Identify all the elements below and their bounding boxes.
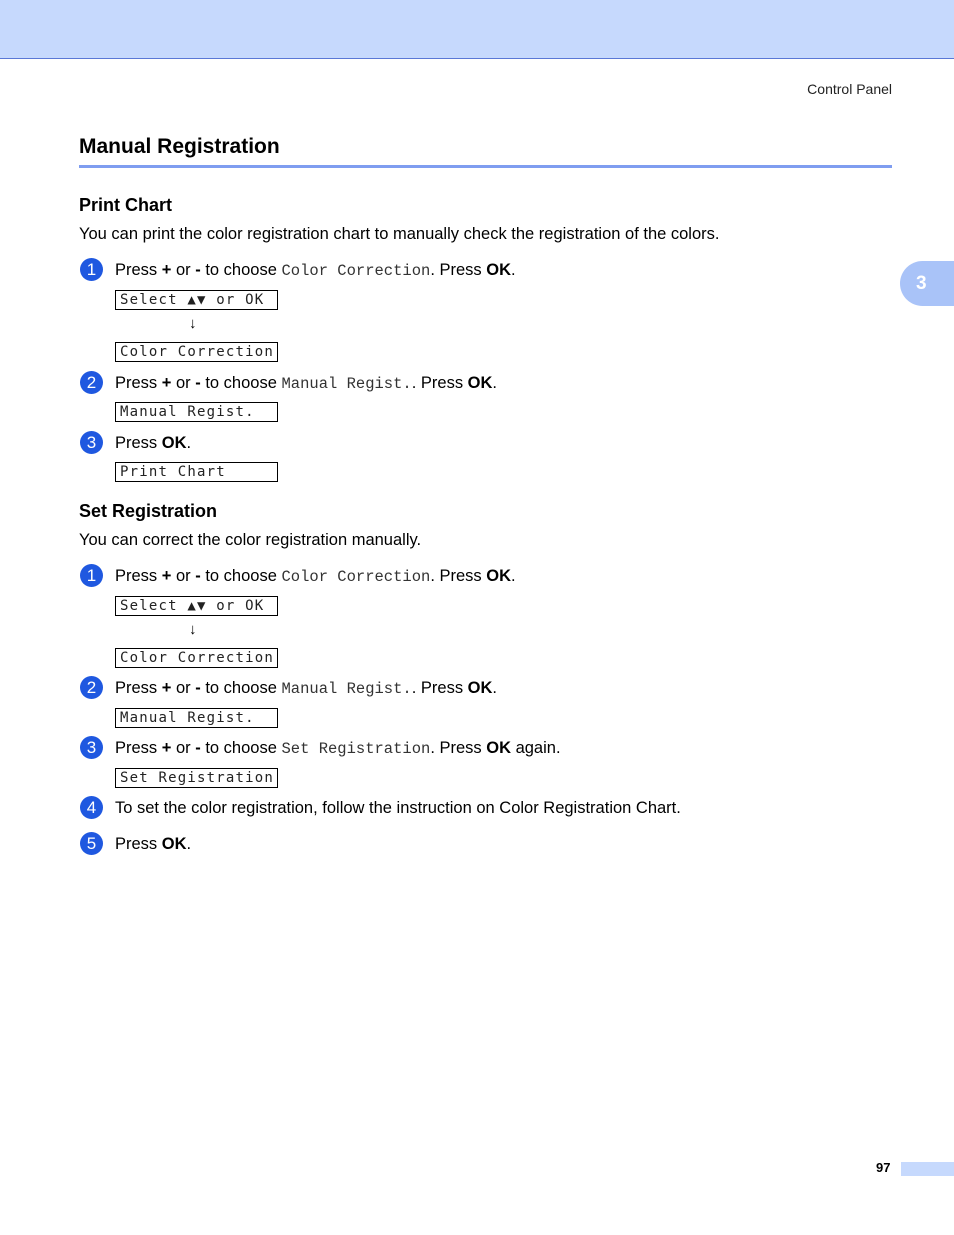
step-number-icon: 4 xyxy=(80,796,103,819)
set-registration-step-3: Press + or - to choose Set Registration. Press OK again. xyxy=(115,739,561,758)
lcd-display: Manual Regist. xyxy=(115,402,278,422)
step-number-icon: 3 xyxy=(80,736,103,759)
top-header-band xyxy=(0,0,954,59)
lcd-display: Color Correction xyxy=(115,342,278,362)
lcd-display: Color Correction xyxy=(115,648,278,668)
set-registration-step-2: Press + or - to choose Manual Regist.. Press OK. xyxy=(115,679,497,698)
footer-band xyxy=(901,1162,954,1176)
chapter-tab: 3 xyxy=(900,261,954,306)
print-chart-step-2: Press + or - to choose Manual Regist.. Press OK. xyxy=(115,374,497,393)
lcd-display: Set Registration xyxy=(115,768,278,788)
set-registration-intro: You can correct the color registration manually. xyxy=(79,531,422,549)
lcd-display: Select ▲▼ or OK xyxy=(115,290,278,310)
subheading-print-chart: Print Chart xyxy=(79,195,173,215)
page-title: Manual Registration xyxy=(79,135,280,158)
print-chart-step-3: Press OK. xyxy=(115,434,192,452)
lcd-display: Select ▲▼ or OK xyxy=(115,596,278,616)
step-number-icon: 2 xyxy=(80,676,103,699)
step-number-icon: 3 xyxy=(80,431,103,454)
set-registration-step-1: Press + or - to choose Color Correction. Press OK. xyxy=(115,567,516,586)
lcd-display: Manual Regist. xyxy=(115,708,278,728)
step-number-icon: 1 xyxy=(80,564,103,587)
set-registration-step-5: Press OK. xyxy=(115,835,192,853)
down-arrow-icon: ↓ xyxy=(189,621,197,638)
running-header: Control Panel xyxy=(807,81,892,97)
print-chart-step-1: Press + or - to choose Color Correction. Press OK. xyxy=(115,261,516,280)
step-number-icon: 2 xyxy=(80,371,103,394)
down-arrow-icon: ↓ xyxy=(189,315,197,332)
set-registration-step-4: To set the color registration, follow the instruction on Color Registration Chart. xyxy=(115,799,681,817)
print-chart-intro: You can print the color registration chart to manually check the registration of the colors. xyxy=(79,225,720,243)
title-underline xyxy=(79,165,892,168)
subheading-set-registration: Set Registration xyxy=(79,501,218,521)
step-number-icon: 5 xyxy=(80,832,103,855)
step-number-icon: 1 xyxy=(80,258,103,281)
lcd-display: Print Chart xyxy=(115,462,278,482)
page-number: 97 xyxy=(876,1160,891,1175)
